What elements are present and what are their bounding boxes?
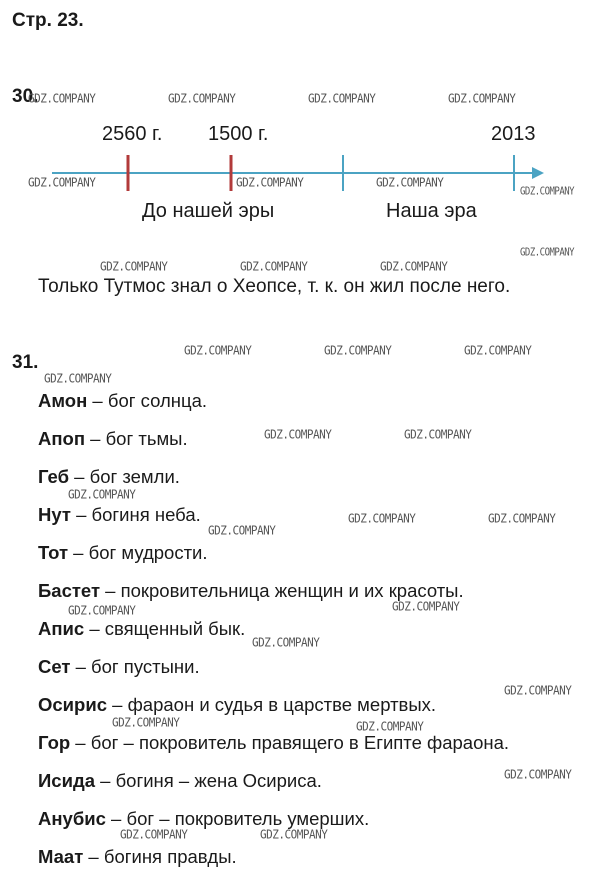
god-name: Тот bbox=[38, 542, 69, 563]
watermark: GDZ.COMPANY bbox=[28, 91, 96, 106]
watermark: GDZ.COMPANY bbox=[184, 343, 252, 358]
watermark: GDZ.COMPANY bbox=[236, 175, 304, 190]
watermark: GDZ.COMPANY bbox=[392, 599, 460, 614]
god-desc: – богиня – жена Осириса. bbox=[95, 770, 322, 791]
task-30-number: 30. bbox=[12, 86, 39, 107]
god-desc: – бог мудрости. bbox=[68, 542, 208, 563]
list-item bbox=[38, 846, 237, 868]
watermark: GDZ.COMPANY bbox=[404, 427, 472, 442]
watermark: GDZ.COMPANY bbox=[324, 343, 392, 358]
watermark: GDZ.COMPANY bbox=[520, 186, 575, 198]
timeline-mark-2560: 2560 г. bbox=[102, 123, 163, 145]
task-30-answer: Только Тутмос знал о Хеопсе, т. к. он жил после него. bbox=[38, 276, 511, 297]
god-desc: – бог – покровитель умерших. bbox=[105, 808, 370, 829]
watermark: GDZ.COMPANY bbox=[504, 683, 572, 698]
watermark: GDZ.COMPANY bbox=[488, 511, 556, 526]
god-name: Осирис bbox=[38, 694, 108, 715]
watermark: GDZ.COMPANY bbox=[168, 91, 236, 106]
watermark: GDZ.COMPANY bbox=[504, 767, 572, 782]
god-desc: – покровительница женщин и их красоты. bbox=[100, 580, 464, 601]
timeline-mark-1500: 1500 г. bbox=[208, 123, 269, 145]
watermark: GDZ.COMPANY bbox=[260, 827, 328, 842]
era-bc-label: До нашей эры bbox=[142, 200, 275, 222]
god-desc: – бог – покровитель правящего в Египте фараона. bbox=[70, 732, 510, 753]
watermark: GDZ.COMPANY bbox=[448, 91, 516, 106]
list-item bbox=[38, 732, 509, 754]
list-item bbox=[38, 542, 208, 564]
god-desc: – богиня правды. bbox=[83, 846, 237, 867]
god-name: Бастет bbox=[38, 580, 101, 601]
list-item bbox=[38, 618, 245, 640]
watermark: GDZ.COMPANY bbox=[380, 259, 448, 274]
list-item bbox=[38, 656, 200, 678]
watermark: GDZ.COMPANY bbox=[68, 487, 136, 502]
god-name: Нут bbox=[38, 504, 71, 525]
watermark: GDZ.COMPANY bbox=[348, 511, 416, 526]
god-name: Исида bbox=[38, 770, 95, 791]
era-ad-label: Наша эра bbox=[386, 200, 477, 222]
god-desc: – бог земли. bbox=[69, 466, 180, 487]
god-desc: – бог солнца. bbox=[87, 390, 207, 411]
god-name: Анубис bbox=[38, 808, 106, 829]
watermark: GDZ.COMPANY bbox=[376, 175, 444, 190]
watermark: GDZ.COMPANY bbox=[264, 427, 332, 442]
task-31-number: 31. bbox=[12, 352, 39, 373]
god-desc: – фараон и судья в царстве мертвых. bbox=[107, 694, 437, 715]
god-desc: – священный бык. bbox=[84, 618, 246, 639]
timeline-arrow-icon bbox=[532, 167, 544, 179]
watermark: GDZ.COMPANY bbox=[44, 371, 112, 386]
page-title: Стр. 23. bbox=[12, 10, 84, 31]
god-name: Апоп bbox=[38, 428, 86, 449]
list-item bbox=[38, 694, 436, 716]
watermark: GDZ.COMPANY bbox=[252, 635, 320, 650]
watermark: GDZ.COMPANY bbox=[208, 523, 276, 538]
list-item bbox=[38, 428, 188, 450]
god-name: Геб bbox=[38, 466, 70, 487]
watermark: GDZ.COMPANY bbox=[464, 343, 532, 358]
god-desc: – богиня неба. bbox=[70, 504, 201, 525]
watermark: GDZ.COMPANY bbox=[308, 91, 376, 106]
watermark: GDZ.COMPANY bbox=[240, 259, 308, 274]
god-name: Маат bbox=[38, 846, 84, 867]
list-item bbox=[38, 390, 207, 412]
watermark: GDZ.COMPANY bbox=[520, 247, 575, 259]
list-item bbox=[38, 466, 180, 488]
god-name: Гор bbox=[38, 732, 71, 753]
watermark: GDZ.COMPANY bbox=[112, 715, 180, 730]
god-name: Апис bbox=[38, 618, 85, 639]
watermark: GDZ.COMPANY bbox=[100, 259, 168, 274]
god-name: Сет bbox=[38, 656, 71, 677]
watermark: GDZ.COMPANY bbox=[28, 175, 96, 190]
god-name: Амон bbox=[38, 390, 88, 411]
watermark: GDZ.COMPANY bbox=[68, 603, 136, 618]
god-desc: – бог пустыни. bbox=[70, 656, 200, 677]
watermark: GDZ.COMPANY bbox=[356, 719, 424, 734]
watermark: GDZ.COMPANY bbox=[120, 827, 188, 842]
timeline-mark-2013: 2013 bbox=[491, 123, 536, 145]
god-desc: – бог тьмы. bbox=[85, 428, 188, 449]
list-item bbox=[38, 770, 322, 792]
list-item bbox=[38, 504, 201, 526]
